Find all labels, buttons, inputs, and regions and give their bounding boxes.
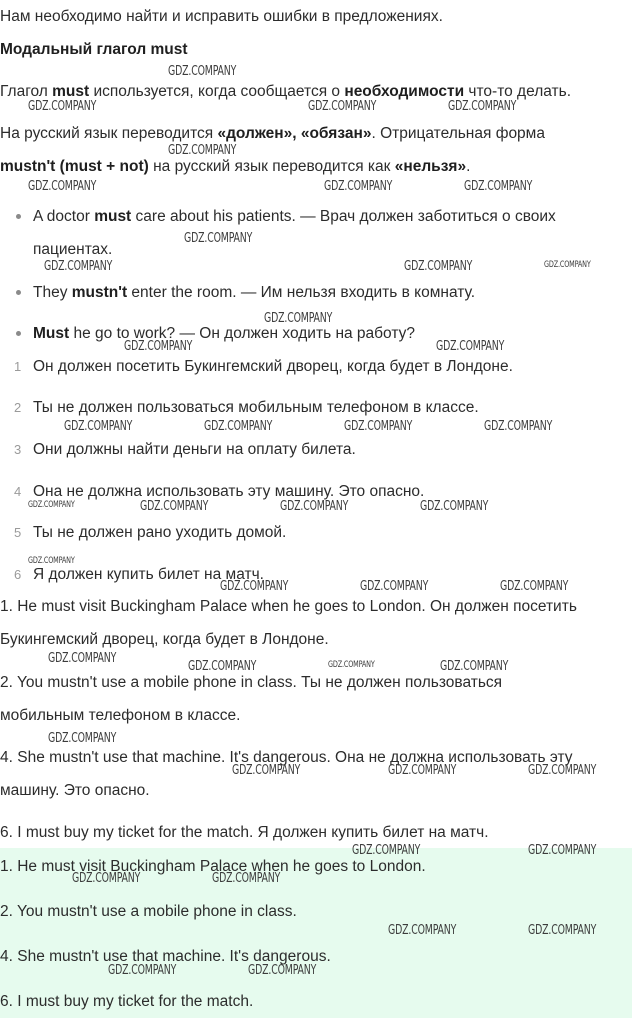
watermark: GDZ.COMPANY xyxy=(388,763,457,778)
rule-line-1: Глагол must используется, когда сообщается о необходимости что-то делать. xyxy=(0,83,572,100)
task-text: Ты не должен рано уходить домой. xyxy=(33,524,287,541)
watermark: GDZ.COMPANY xyxy=(352,843,421,858)
explanation-line: машину. Это опасно. xyxy=(0,782,150,799)
task-text: Я должен купить билет на матч. xyxy=(33,566,264,583)
answer-line: 1. He must visit Buckingham Palace when he goes to London. xyxy=(0,858,426,875)
example-1: A doctor must care about his patients. — Врач должен заботиться о своих xyxy=(33,208,556,225)
example-1-continued: пациентах. xyxy=(33,241,113,258)
explanation-line: Букингемский дворец, когда будет в Лондоне. xyxy=(0,631,329,648)
explanation-line: 2. You mustn't use a mobile phone in class. Ты не должен пользоваться xyxy=(0,674,503,691)
watermark: GDZ.COMPANY xyxy=(140,499,209,514)
task-text: Ты не должен пользоваться мобильным телефоном в классе. xyxy=(33,399,479,416)
rule-line-3: mustn't (must + not) на русский язык переводится как «нельзя». xyxy=(0,158,471,175)
watermark: GDZ.COMPANY xyxy=(280,499,349,514)
watermark: GDZ.COMPANY xyxy=(464,179,533,194)
watermark: GDZ.COMPANY xyxy=(500,579,569,594)
watermark: GDZ.COMPANY xyxy=(220,579,289,594)
task-number: 6 xyxy=(14,567,22,582)
task-number: 3 xyxy=(14,442,22,457)
section-heading: Модальный глагол must xyxy=(0,41,188,58)
example-3: Must he go to work? — Он должен ходить на работу? xyxy=(33,325,415,342)
watermark: GDZ.COMPANY xyxy=(248,963,317,978)
task-number: 2 xyxy=(14,400,22,415)
watermark: GDZ.COMPANY xyxy=(168,143,237,158)
watermark: GDZ.COMPANY xyxy=(440,659,509,674)
watermark: GDZ.COMPANY xyxy=(232,763,301,778)
rule-line-2: На русский язык переводится «должен», «обязан». Отрицательная форма xyxy=(0,125,545,142)
watermark: GDZ.COMPANY xyxy=(184,231,253,246)
watermark: GDZ.COMPANY xyxy=(404,259,473,274)
example-2: They mustn't enter the room. — Им нельзя входить в комнату. xyxy=(33,284,476,301)
watermark: GDZ.COMPANY xyxy=(72,871,141,886)
watermark: GDZ.COMPANY xyxy=(528,763,597,778)
watermark: GDZ.COMPANY xyxy=(528,843,597,858)
watermark: GDZ.COMPANY xyxy=(544,260,591,270)
watermark: GDZ.COMPANY xyxy=(28,99,97,114)
watermark: GDZ.COMPANY xyxy=(204,419,273,434)
watermark: GDZ.COMPANY xyxy=(360,579,429,594)
watermark: GDZ.COMPANY xyxy=(64,419,133,434)
watermark: GDZ.COMPANY xyxy=(124,339,193,354)
watermark: GDZ.COMPANY xyxy=(48,731,117,746)
task-text: Она не должна использовать эту машину. Это опасно. xyxy=(33,483,425,500)
task-number: 5 xyxy=(14,525,22,540)
watermark: GDZ.COMPANY xyxy=(48,651,117,666)
watermark: GDZ.COMPANY xyxy=(324,179,393,194)
task-number: 4 xyxy=(14,484,22,499)
watermark: GDZ.COMPANY xyxy=(108,963,177,978)
watermark: GDZ.COMPANY xyxy=(388,923,457,938)
watermark: GDZ.COMPANY xyxy=(212,871,281,886)
watermark: GDZ.COMPANY xyxy=(528,923,597,938)
task-number: 1 xyxy=(14,359,22,374)
watermark: GDZ.COMPANY xyxy=(484,419,553,434)
explanation-line: 1. He must visit Buckingham Palace when he goes to London. Он должен посетить xyxy=(0,598,577,615)
watermark: GDZ.COMPANY xyxy=(28,179,97,194)
watermark: GDZ.COMPANY xyxy=(308,99,377,114)
explanation-line: 6. I must buy my ticket for the match. Я должен купить билет на матч. xyxy=(0,824,489,841)
watermark: GDZ.COMPANY xyxy=(420,499,489,514)
watermark: GDZ.COMPANY xyxy=(188,659,257,674)
bullet-icon xyxy=(16,331,21,336)
answer-line: 4. She mustn't use that machine. It's dangerous. xyxy=(0,948,331,965)
watermark: GDZ.COMPANY xyxy=(448,99,517,114)
watermark: GDZ.COMPANY xyxy=(28,500,75,510)
bullet-icon xyxy=(16,214,21,219)
watermark: GDZ.COMPANY xyxy=(328,660,375,670)
explanation-line: 4. She mustn't use that machine. It's dangerous. Она не должна использовать эту xyxy=(0,749,573,766)
watermark: GDZ.COMPANY xyxy=(344,419,413,434)
answer-line: 6. I must buy my ticket for the match. xyxy=(0,993,254,1010)
watermark: GDZ.COMPANY xyxy=(264,311,333,326)
explanation-line: мобильным телефоном в классе. xyxy=(0,707,241,724)
intro-text: Нам необходимо найти и исправить ошибки в предложениях. xyxy=(0,8,443,25)
bullet-icon xyxy=(16,290,21,295)
watermark: GDZ.COMPANY xyxy=(436,339,505,354)
answer-line: 2. You mustn't use a mobile phone in class. xyxy=(0,903,297,920)
watermark: GDZ.COMPANY xyxy=(44,259,113,274)
task-text: Он должен посетить Букингемский дворец, когда будет в Лондоне. xyxy=(33,358,513,375)
task-text: Они должны найти деньги на оплату билета. xyxy=(33,441,356,458)
watermark: GDZ.COMPANY xyxy=(168,64,237,79)
watermark: GDZ.COMPANY xyxy=(28,556,75,566)
